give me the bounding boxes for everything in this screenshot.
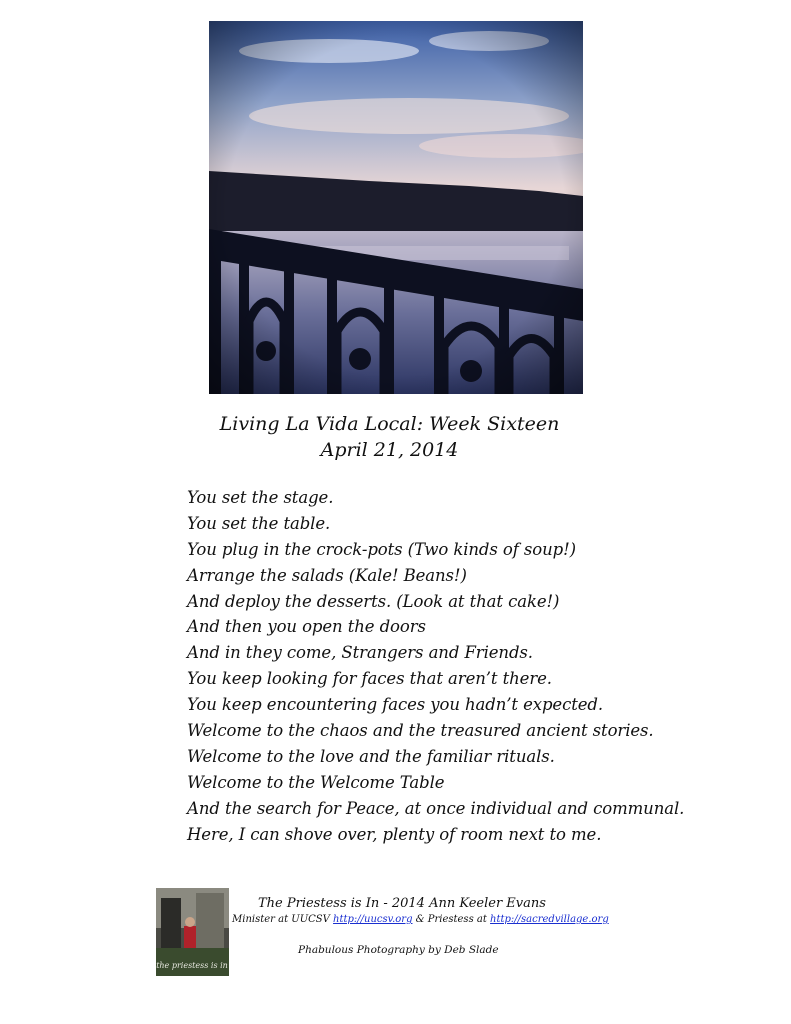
poem-line: You plug in the crock-pots (Two kinds of soup!) <box>187 539 576 559</box>
poem-line: And then you open the doors <box>187 617 426 637</box>
thumb-caption: the priestess is in <box>156 961 228 970</box>
poem-line: Welcome to the chaos and the treasured ancient stories. <box>187 721 654 741</box>
poem-line: You keep looking for faces that aren’t there. <box>187 669 552 689</box>
minister-label: Minister at UUCSV <box>232 914 334 925</box>
sunset-lake-railing-photo <box>209 21 583 394</box>
footer-links-line <box>232 913 609 927</box>
poem-line: And deploy the desserts. (Look at that cake!) <box>187 591 560 611</box>
poem-line: And in they come, Strangers and Friends. <box>187 643 533 663</box>
sacredvillage-link[interactable]: http://sacredvillage.org <box>490 914 609 925</box>
photo-credit: Phabulous Photography by Deb Slade <box>298 944 499 956</box>
poem <box>187 485 684 847</box>
page-title: Living La Vida Local: Week Sixteen <box>219 413 560 435</box>
footer-title: The Priestess is In - 2014 Ann Keeler Evans <box>258 896 546 911</box>
poem-line: And the search for Peace, at once individual and communal. <box>187 798 685 818</box>
poem-line: Welcome to the Welcome Table <box>187 772 445 792</box>
poem-line: You set the stage. <box>187 488 334 507</box>
poem-line: You set the table. <box>187 513 331 533</box>
priestess-label: & Priestess at <box>412 914 491 925</box>
poem-line: You keep encountering faces you hadn’t expected. <box>187 695 604 715</box>
poem-line: Arrange the salads (Kale! Beans!) <box>187 565 467 585</box>
priestess-logo-image <box>156 888 229 976</box>
poem-line: Welcome to the love and the familiar rituals. <box>187 746 555 766</box>
uucsv-link[interactable]: http://uucsv.org <box>333 914 413 925</box>
poem-line: Here, I can shove over, plenty of room next to me. <box>187 824 602 844</box>
page-date: April 21, 2014 <box>320 439 459 461</box>
